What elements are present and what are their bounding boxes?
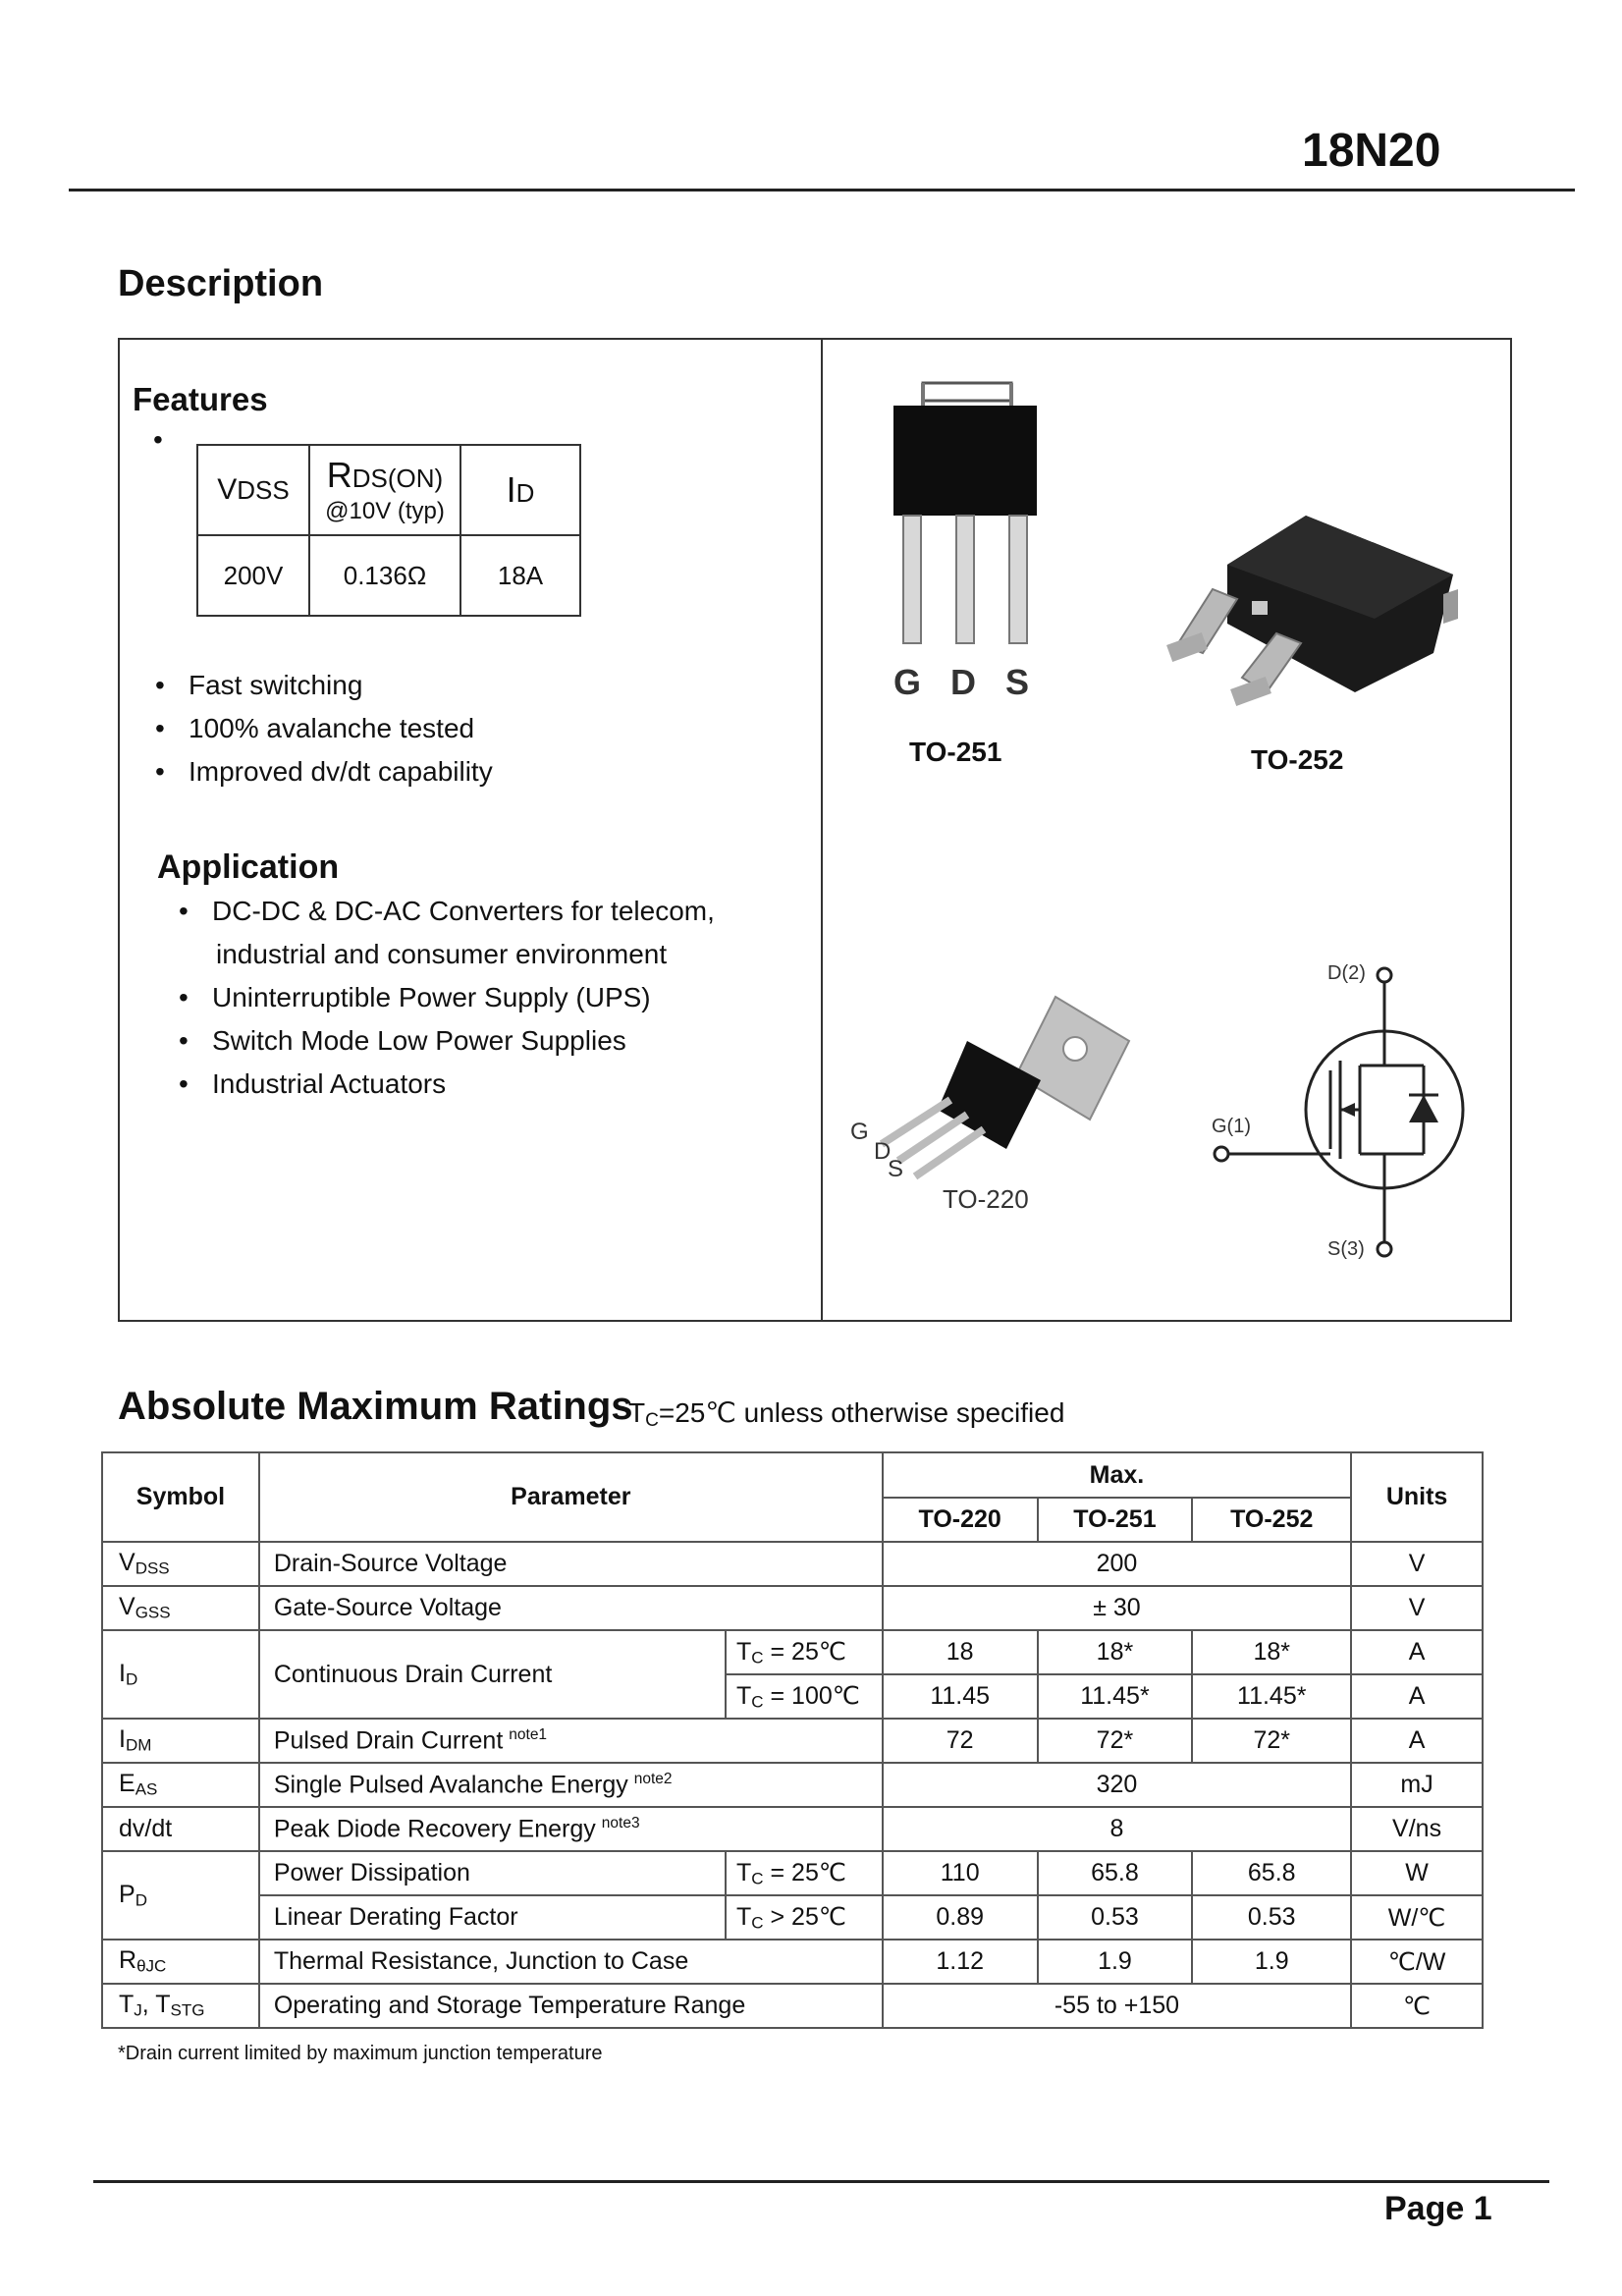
part-number: 18N20 — [1302, 125, 1441, 177]
page-number: Page 1 — [1384, 2190, 1492, 2227]
to251-package-image — [884, 378, 1051, 712]
header-to220: TO-220 — [883, 1498, 1038, 1542]
schematic-gate-label: G(1) — [1212, 1116, 1251, 1137]
features-title: Features — [133, 381, 268, 417]
ratings-condition: $T_C=25℃$ unless otherwise specified — [628, 1397, 1065, 1431]
table-row: $V_{DSS}$ Drain-Source Voltage 200 V — [102, 1542, 1483, 1586]
table-row: dv/dt Peak Diode Recovery Energy $^{note3}$ 8 V/ns — [102, 1807, 1483, 1851]
schematic-drain-label: D(2) — [1327, 962, 1366, 984]
table-row: $V_{GSS}$ Gate-Source Voltage ± 30 V — [102, 1586, 1483, 1630]
spec-value-vdss: 200V — [197, 535, 309, 616]
table-row: $R_{\theta JC}$ Thermal Resistance, Junction to Case 1.12 1.9 1.9 ℃/W — [102, 1940, 1483, 1984]
to220-pin-s: S — [888, 1156, 904, 1182]
spec-header-rds: RDS(ON) @10V (typ) — [309, 445, 460, 535]
ratings-title: Absolute Maximum Ratings — [118, 1385, 633, 1428]
header-rule — [69, 189, 1575, 191]
header-parameter: Parameter — [259, 1452, 883, 1542]
table-row: $I_{DM}$ Pulsed Drain Current $^{note1}$ 72 72* 72* A — [102, 1719, 1483, 1763]
header-to251: TO-251 — [1038, 1498, 1193, 1542]
to251-label: TO-251 — [909, 737, 1002, 767]
table-row: Linear Derating Factor $T_C$ > 25℃ 0.89 0.53 0.53 W/℃ — [102, 1895, 1483, 1940]
table-row: $T_J$, $T_{STG}$ Operating and Storage Temperature Range -55 to +150 ℃ — [102, 1984, 1483, 2028]
mosfet-schematic-image — [1208, 957, 1473, 1272]
header-to252: TO-252 — [1192, 1498, 1351, 1542]
to220-package-image — [844, 982, 1139, 1237]
footer-rule — [93, 2180, 1549, 2183]
spec-value-rds: 0.136Ω — [309, 535, 460, 616]
to220-pin-d: D — [874, 1138, 892, 1165]
schematic-source-label: S(3) — [1327, 1238, 1365, 1260]
list-item: • 100% avalanche tested — [155, 713, 475, 743]
table-row: $I_D$ Continuous Drain Current $T_C$ = 25℃ 18 18* 18* A — [102, 1630, 1483, 1674]
spec-header-id: ID — [460, 445, 580, 535]
spec-value-id: 18A — [460, 535, 580, 616]
list-item-continuation: industrial and consumer environment — [216, 939, 668, 969]
bullet: • — [153, 424, 163, 455]
absolute-maximum-ratings-table — [101, 1451, 1484, 2029]
header-max: Max. — [883, 1452, 1351, 1498]
application-title: Application — [157, 848, 340, 886]
to220-pin-g: G — [850, 1119, 869, 1145]
description-title: Description — [118, 263, 324, 304]
to220-label: TO-220 — [943, 1184, 1029, 1214]
footnote: *Drain current limited by maximum junction temperature — [118, 2043, 603, 2064]
application-list — [179, 890, 715, 1106]
to252-package-image — [1159, 506, 1473, 712]
table-row: $T_C$ = 100℃ 11.45 11.45* 11.45* A — [102, 1674, 1483, 1719]
table-row: $P_D$ Power Dissipation $T_C$ = 25℃ 110 65.8 65.8 W — [102, 1851, 1483, 1895]
list-item: • Industrial Actuators — [179, 1068, 447, 1099]
list-item: • Switch Mode Low Power Supplies — [179, 1025, 626, 1056]
to251-pin-labels: G D S — [892, 662, 1040, 702]
features-list — [155, 664, 493, 793]
header-units: Units — [1351, 1452, 1483, 1542]
list-item: • Fast switching — [155, 670, 363, 700]
to252-label: TO-252 — [1251, 744, 1344, 775]
table-row: $E_{AS}$ Single Pulsed Avalanche Energy $^{note2}$ 320 mJ — [102, 1763, 1483, 1807]
spec-header-vdss: VDSS — [197, 445, 309, 535]
description-divider — [821, 338, 823, 1322]
list-item: • Improved dv/dt capability — [155, 756, 493, 787]
header-symbol: Symbol — [102, 1452, 259, 1542]
key-spec-table — [196, 444, 581, 617]
list-item: • DC-DC & DC-AC Converters for telecom, — [179, 896, 715, 926]
list-item: • Uninterruptible Power Supply (UPS) — [179, 982, 651, 1012]
